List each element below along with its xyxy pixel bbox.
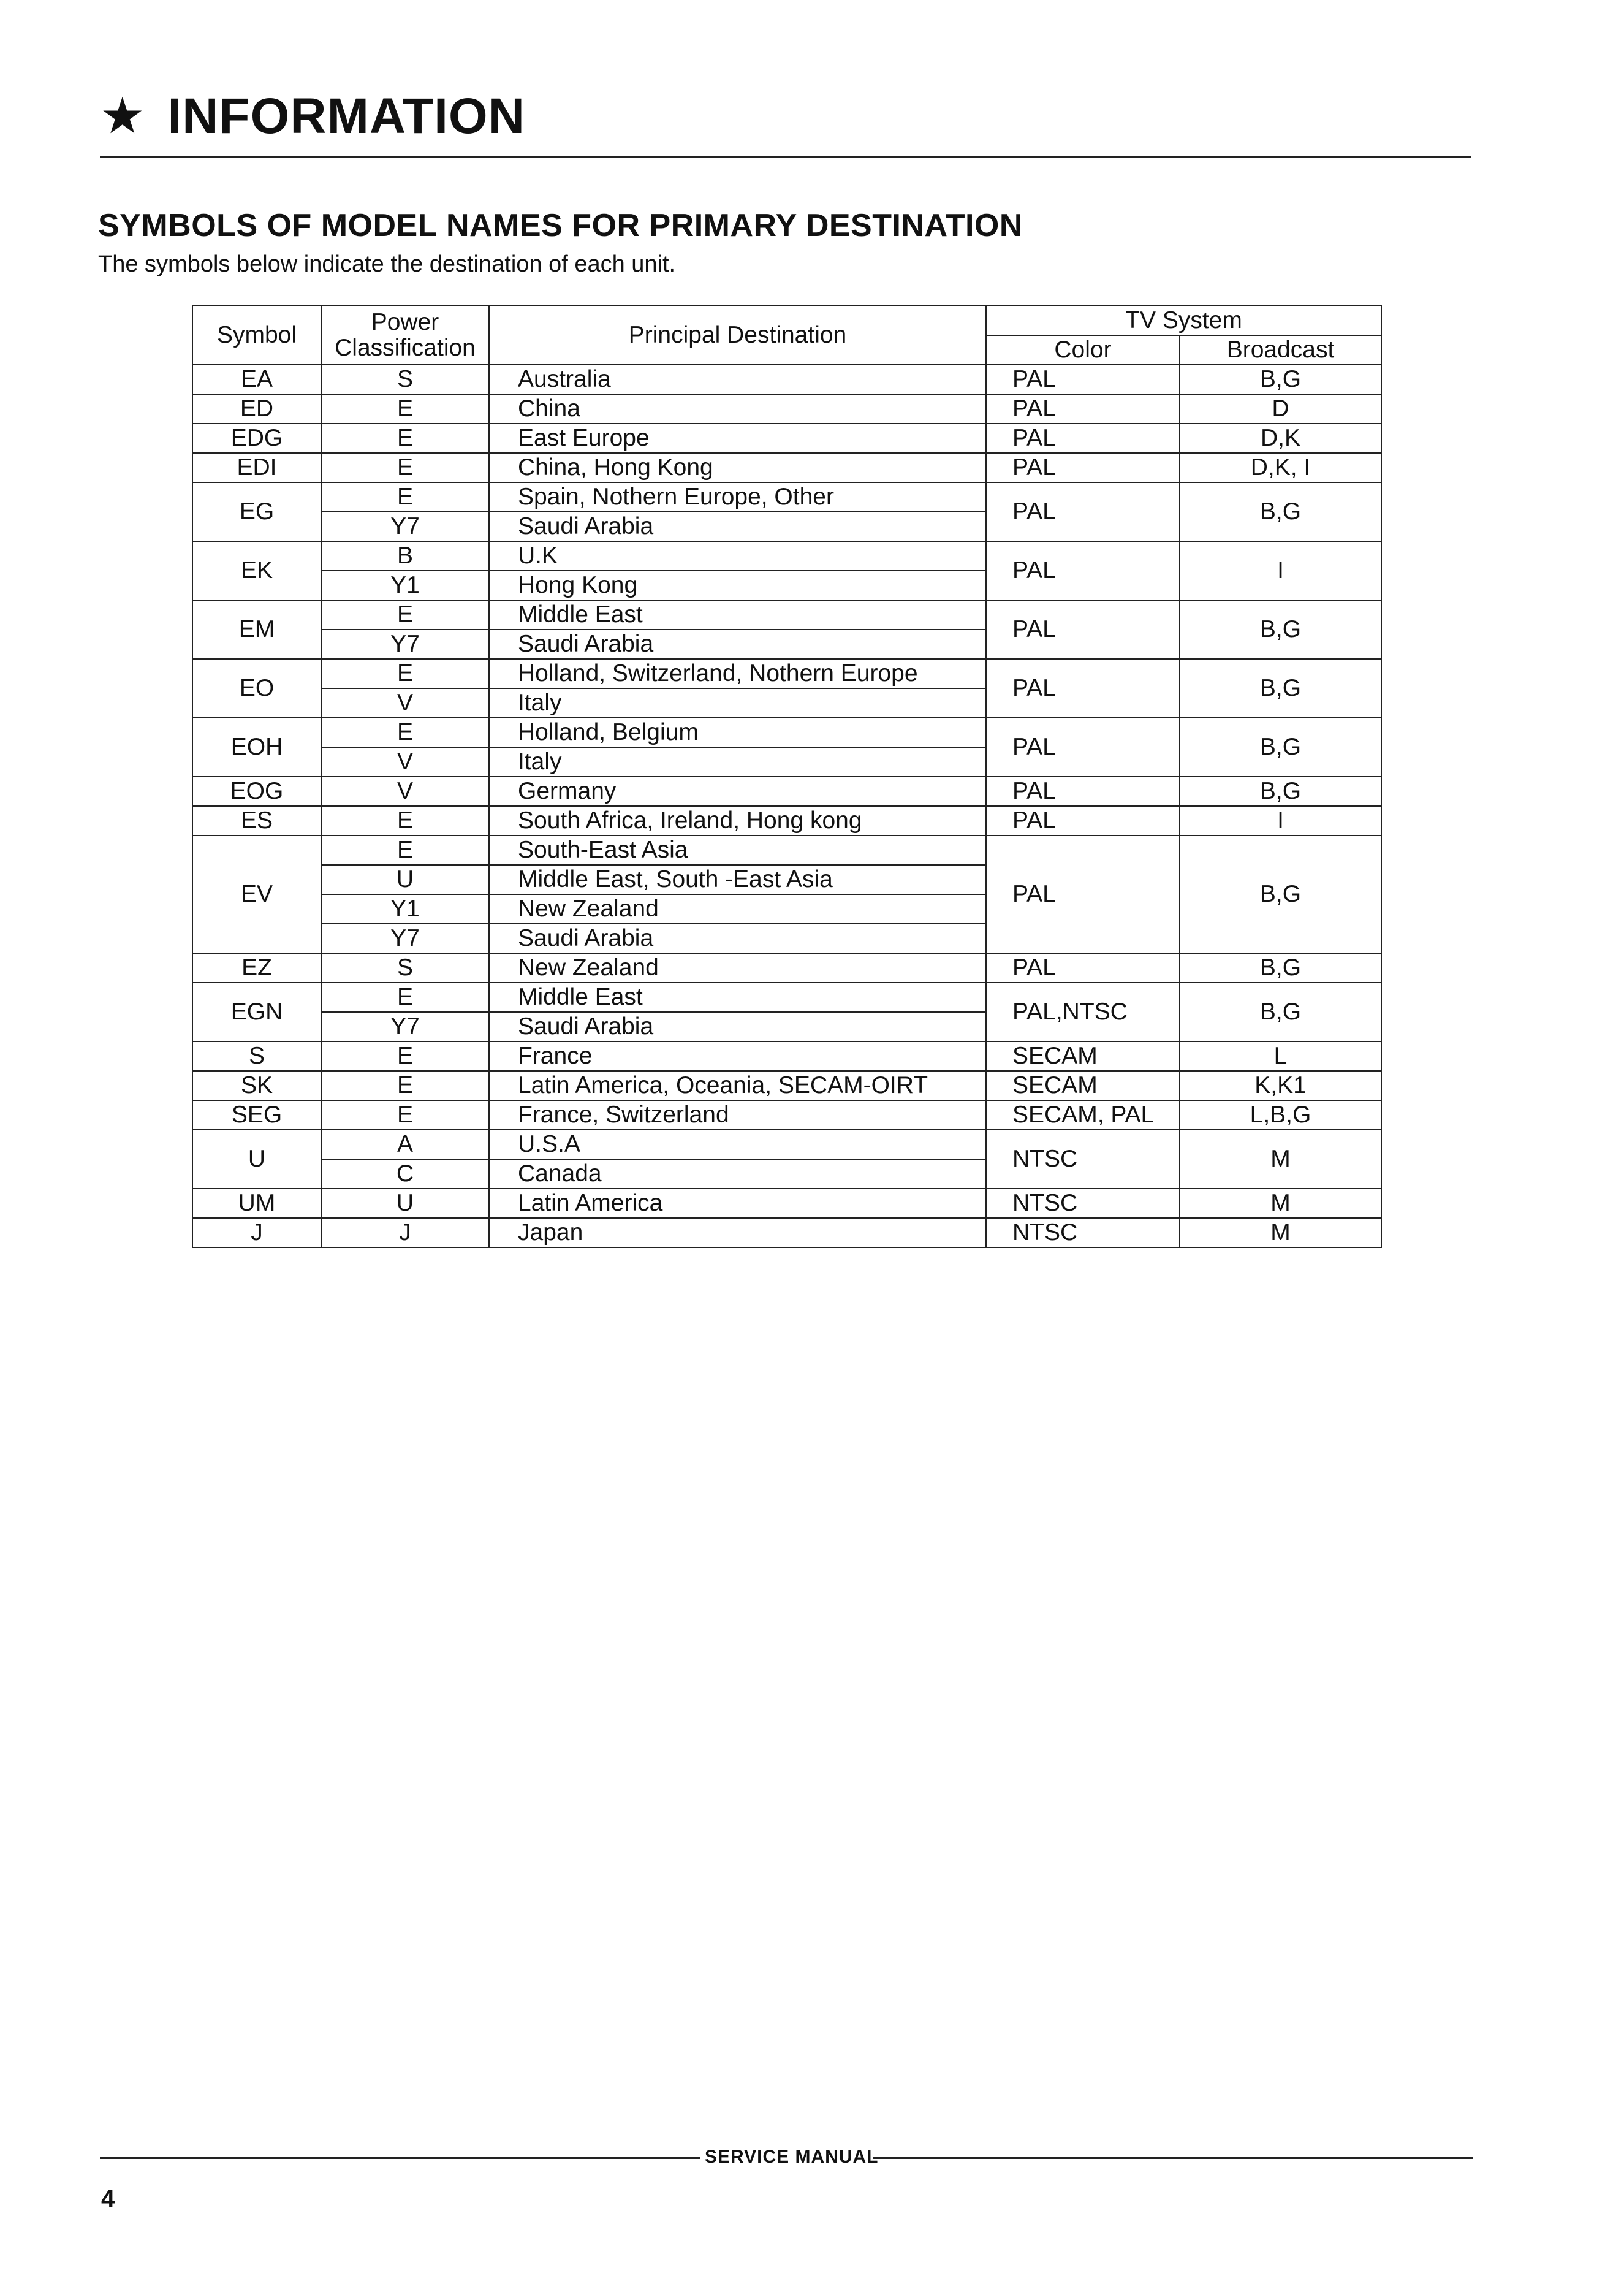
page-title <box>100 87 525 145</box>
cell-power: E <box>321 482 489 512</box>
cell-symbol: EDI <box>192 453 321 482</box>
table-row <box>192 836 1381 865</box>
table-row <box>192 1041 1381 1071</box>
cell-power: S <box>321 953 489 983</box>
cell-power: A <box>321 1130 489 1159</box>
cell-broadcast: D <box>1180 394 1381 424</box>
cell-destination: Canada <box>489 1159 986 1189</box>
cell-color: PAL <box>986 806 1180 836</box>
cell-power: Y7 <box>321 630 489 659</box>
table-row <box>192 394 1381 424</box>
cell-broadcast: M <box>1180 1218 1381 1247</box>
page-number: 4 <box>101 2185 115 2212</box>
cell-broadcast: B,G <box>1180 659 1381 718</box>
table-row <box>192 659 1381 688</box>
cell-power: Y7 <box>321 1012 489 1041</box>
cell-power: Y1 <box>321 571 489 600</box>
cell-symbol: EM <box>192 600 321 659</box>
cell-color: PAL <box>986 659 1180 718</box>
cell-power: C <box>321 1159 489 1189</box>
footer-rule-left <box>100 2157 700 2159</box>
table-row <box>192 1071 1381 1100</box>
cell-symbol: ED <box>192 394 321 424</box>
cell-broadcast: M <box>1180 1189 1381 1218</box>
cell-power: E <box>321 659 489 688</box>
header-broadcast: Broadcast <box>1180 335 1381 365</box>
cell-symbol: EOH <box>192 718 321 777</box>
cell-destination: Italy <box>489 688 986 718</box>
cell-color: PAL <box>986 718 1180 777</box>
cell-symbol: J <box>192 1218 321 1247</box>
cell-power: U <box>321 1189 489 1218</box>
cell-symbol: EV <box>192 836 321 953</box>
cell-destination: Saudi Arabia <box>489 924 986 953</box>
cell-power: E <box>321 718 489 747</box>
table-header-row <box>192 306 1381 335</box>
cell-power: Y1 <box>321 894 489 924</box>
cell-broadcast: B,G <box>1180 482 1381 541</box>
cell-power: E <box>321 394 489 424</box>
section-heading: SYMBOLS OF MODEL NAMES FOR PRIMARY DESTINATION <box>98 208 1023 243</box>
cell-power: Y7 <box>321 924 489 953</box>
cell-color: PAL,NTSC <box>986 983 1180 1041</box>
cell-power: E <box>321 806 489 836</box>
table-row <box>192 600 1381 630</box>
cell-destination: Saudi Arabia <box>489 1012 986 1041</box>
cell-destination: Germany <box>489 777 986 806</box>
cell-broadcast: L,B,G <box>1180 1100 1381 1130</box>
cell-destination: Japan <box>489 1218 986 1247</box>
cell-symbol: SEG <box>192 1100 321 1130</box>
cell-symbol: EO <box>192 659 321 718</box>
table-row <box>192 1189 1381 1218</box>
page-title-text: INFORMATION <box>167 88 525 144</box>
cell-power: E <box>321 836 489 865</box>
cell-power: U <box>321 865 489 894</box>
table-row <box>192 718 1381 747</box>
table-row <box>192 806 1381 836</box>
cell-destination: New Zealand <box>489 894 986 924</box>
cell-color: PAL <box>986 777 1180 806</box>
table-row <box>192 777 1381 806</box>
cell-broadcast: B,G <box>1180 953 1381 983</box>
cell-broadcast: B,G <box>1180 365 1381 394</box>
cell-symbol: EDG <box>192 424 321 453</box>
cell-broadcast: K,K1 <box>1180 1071 1381 1100</box>
table-row <box>192 365 1381 394</box>
cell-color: NTSC <box>986 1218 1180 1247</box>
cell-symbol: U <box>192 1130 321 1189</box>
cell-destination: France <box>489 1041 986 1071</box>
cell-symbol: EZ <box>192 953 321 983</box>
cell-color: PAL <box>986 365 1180 394</box>
cell-color: SECAM <box>986 1071 1180 1100</box>
cell-color: PAL <box>986 482 1180 541</box>
cell-broadcast: I <box>1180 806 1381 836</box>
table-row <box>192 424 1381 453</box>
table-row <box>192 482 1381 512</box>
table-row <box>192 953 1381 983</box>
table-body <box>192 365 1381 1247</box>
cell-symbol: EGN <box>192 983 321 1041</box>
cell-destination: Spain, Nothern Europe, Other <box>489 482 986 512</box>
cell-destination: Australia <box>489 365 986 394</box>
cell-power: Y7 <box>321 512 489 541</box>
cell-destination: South-East Asia <box>489 836 986 865</box>
footer-rule-right <box>873 2157 1473 2159</box>
cell-destination: East Europe <box>489 424 986 453</box>
cell-color: NTSC <box>986 1130 1180 1189</box>
table-row <box>192 1130 1381 1159</box>
cell-color: PAL <box>986 600 1180 659</box>
cell-power: V <box>321 688 489 718</box>
header-color: Color <box>986 335 1180 365</box>
cell-broadcast: B,G <box>1180 718 1381 777</box>
cell-symbol: SK <box>192 1071 321 1100</box>
cell-destination: New Zealand <box>489 953 986 983</box>
cell-destination: Latin America <box>489 1189 986 1218</box>
header-symbol: Symbol <box>192 306 321 365</box>
cell-destination: Holland, Switzerland, Nothern Europe <box>489 659 986 688</box>
table-row <box>192 983 1381 1012</box>
cell-destination: China <box>489 394 986 424</box>
cell-color: PAL <box>986 541 1180 600</box>
cell-power: E <box>321 600 489 630</box>
cell-broadcast: B,G <box>1180 600 1381 659</box>
cell-color: PAL <box>986 453 1180 482</box>
cell-symbol: ES <box>192 806 321 836</box>
cell-destination: Middle East <box>489 983 986 1012</box>
table-row <box>192 541 1381 571</box>
table-row <box>192 453 1381 482</box>
footer-label: SERVICE MANUAL <box>705 2147 879 2167</box>
cell-destination: Middle East <box>489 600 986 630</box>
header-principal-destination: Principal Destination <box>489 306 986 365</box>
cell-destination: Saudi Arabia <box>489 630 986 659</box>
cell-power: E <box>321 1071 489 1100</box>
cell-destination: U.K <box>489 541 986 571</box>
cell-power: E <box>321 983 489 1012</box>
table-row <box>192 1218 1381 1247</box>
star-icon: ★ <box>100 88 146 144</box>
cell-power: E <box>321 1041 489 1071</box>
cell-broadcast: B,G <box>1180 836 1381 953</box>
cell-broadcast: M <box>1180 1130 1381 1189</box>
cell-power: E <box>321 424 489 453</box>
cell-symbol: EA <box>192 365 321 394</box>
cell-destination: Hong Kong <box>489 571 986 600</box>
cell-power: E <box>321 453 489 482</box>
destination-table <box>192 305 1382 1248</box>
cell-destination: U.S.A <box>489 1130 986 1159</box>
cell-destination: China, Hong Kong <box>489 453 986 482</box>
cell-broadcast: B,G <box>1180 983 1381 1041</box>
cell-power: V <box>321 777 489 806</box>
cell-symbol: EG <box>192 482 321 541</box>
cell-power: J <box>321 1218 489 1247</box>
cell-power: V <box>321 747 489 777</box>
cell-destination: France, Switzerland <box>489 1100 986 1130</box>
cell-destination: South Africa, Ireland, Hong kong <box>489 806 986 836</box>
cell-color: PAL <box>986 836 1180 953</box>
cell-symbol: EK <box>192 541 321 600</box>
cell-power: S <box>321 365 489 394</box>
cell-color: PAL <box>986 424 1180 453</box>
cell-symbol: S <box>192 1041 321 1071</box>
section-subtitle: The symbols below indicate the destination of each unit. <box>98 251 676 277</box>
cell-power: B <box>321 541 489 571</box>
table-row <box>192 1100 1381 1130</box>
header-power-classification: Power Classification <box>321 306 489 365</box>
cell-color: PAL <box>986 394 1180 424</box>
cell-color: SECAM, PAL <box>986 1100 1180 1130</box>
cell-destination: Holland, Belgium <box>489 718 986 747</box>
cell-broadcast: I <box>1180 541 1381 600</box>
cell-broadcast: D,K <box>1180 424 1381 453</box>
cell-symbol: UM <box>192 1189 321 1218</box>
cell-destination: Latin America, Oceania, SECAM-OIRT <box>489 1071 986 1100</box>
cell-destination: Middle East, South -East Asia <box>489 865 986 894</box>
cell-destination: Saudi Arabia <box>489 512 986 541</box>
title-rule <box>100 156 1471 158</box>
cell-color: PAL <box>986 953 1180 983</box>
cell-color: NTSC <box>986 1189 1180 1218</box>
cell-broadcast: L <box>1180 1041 1381 1071</box>
cell-broadcast: D,K, I <box>1180 453 1381 482</box>
cell-destination: Italy <box>489 747 986 777</box>
cell-power: E <box>321 1100 489 1130</box>
header-tv-system: TV System <box>986 306 1381 335</box>
cell-broadcast: B,G <box>1180 777 1381 806</box>
cell-symbol: EOG <box>192 777 321 806</box>
cell-color: SECAM <box>986 1041 1180 1071</box>
